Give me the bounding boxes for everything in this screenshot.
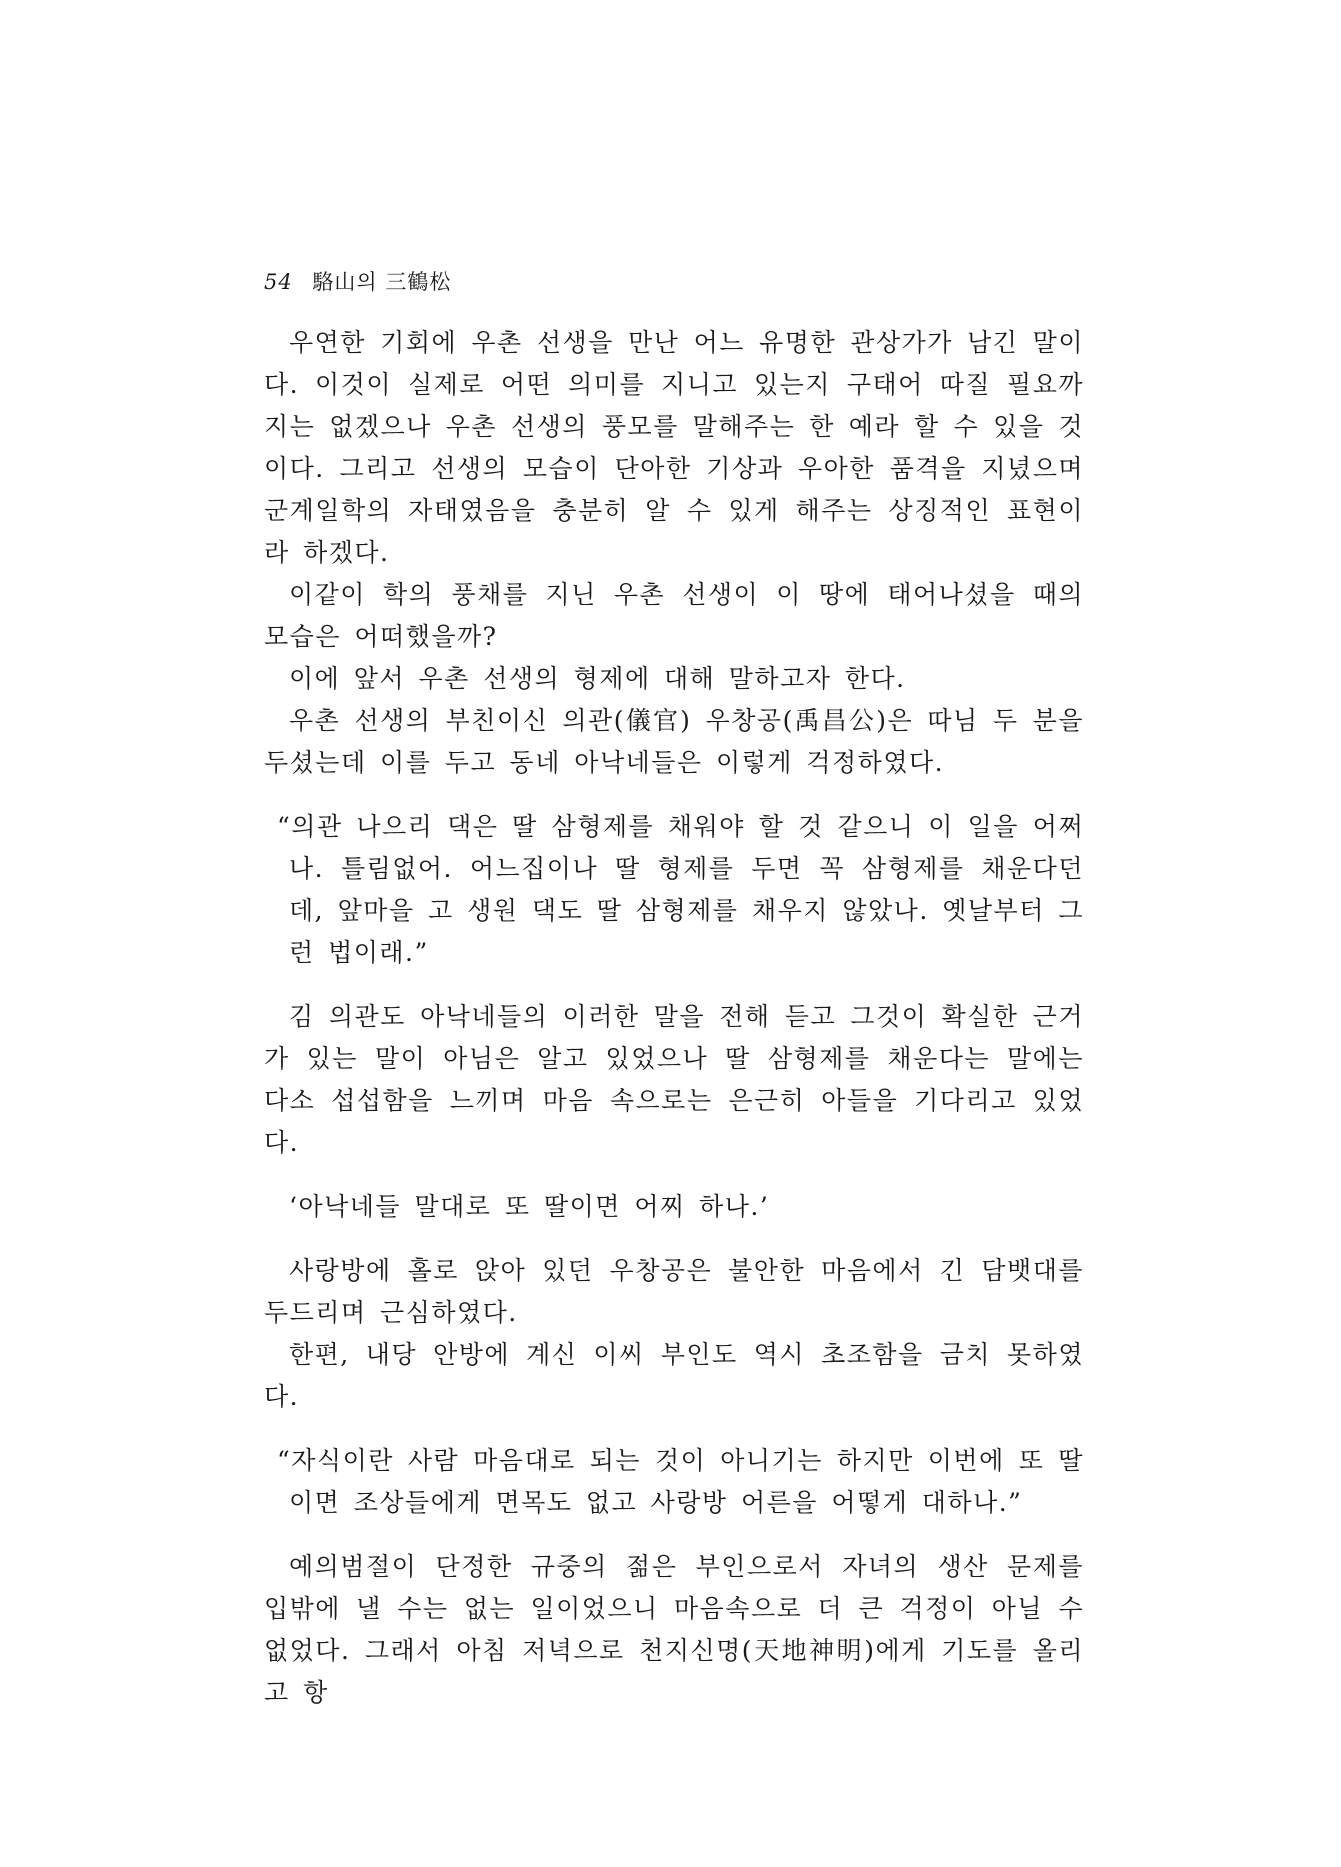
page-number: 54 bbox=[264, 270, 293, 294]
paragraph: 우연한 기회에 우촌 선생을 만난 어느 유명한 관상가가 남긴 말이다. 이것이 실제로 어떤 의미를 지니고 있는지 구태어 따질 필요까지는 없겠으나 우촌 선생의 풍모를 말해주는 한 예라 할 수 있을 것이다. 그리고 선생의 모습이 단아한 기상과 우아한 품격을 지녔으며 군계일학의 자태였음을 충분히 알 수 있게 해주는 상징적인 표현이라 하겠다. bbox=[264, 328, 1084, 567]
dialogue-quote: “자식이란 사람 마음대로 되는 것이 아니기는 하지만 이번에 또 딸이면 조상들에게 면목도 없고 사랑방 어른을 어떻게 대하나.” bbox=[277, 1446, 1084, 1517]
paragraph: 예의범절이 단정한 규중의 젊은 부인으로서 자녀의 생산 문제를 입밖에 낼 수는 없는 일이었으니 마음속으로 더 큰 걱정이 아닐 수 없었다. 그래서 아침 저녁으로 천지신명(天地神明)에게 기도를 올리고 항 bbox=[264, 1552, 1084, 1707]
paragraph: 김 의관도 아낙네들의 이러한 말을 전해 듣고 그것이 확실한 근거가 있는 말이 아님은 알고 있었으나 딸 삼형제를 채운다는 말에는 다소 섭섭함을 느끼며 마음 속으로는 은근히 아들을 기다리고 있었다. bbox=[264, 1002, 1084, 1157]
dialogue-quote: “의관 나으리 댁은 딸 삼형제를 채워야 할 것 같으니 이 일을 어쩌나. 틀림없어. 어느집이나 딸 형제를 두면 꼭 삼형제를 채운다던데, 앞마을 고 생원 댁도 딸 삼형제를 채우지 않았나. 옛날부터 그런 법이래.” bbox=[277, 812, 1084, 967]
paragraph: 이에 앞서 우촌 선생의 형제에 대해 말하고자 한다. bbox=[289, 664, 906, 693]
running-header bbox=[264, 268, 1084, 296]
running-title: 駱山의 三鶴松 bbox=[312, 270, 452, 294]
paragraph: 우촌 선생의 부친이신 의관(儀官) 우창공(禹昌公)은 따님 두 분을 두셨는데 이를 두고 동네 아낙네들은 이렇게 걱정하였다. bbox=[264, 706, 1084, 777]
book-page bbox=[264, 268, 1084, 1714]
inner-thought: ‘아낙네들 말대로 또 딸이면 어찌 하나.’ bbox=[289, 1192, 770, 1221]
paragraph: 이같이 학의 풍채를 지닌 우촌 선생이 이 땅에 태어나셨을 때의 모습은 어떠했을까? bbox=[264, 580, 1084, 651]
paragraph: 한편, 내당 안방에 계신 이씨 부인도 역시 초조함을 금치 못하였다. bbox=[264, 1340, 1084, 1411]
paragraph: 사랑방에 홀로 앉아 있던 우창공은 불안한 마음에서 긴 담뱃대를 두드리며 근심하였다. bbox=[264, 1256, 1084, 1327]
